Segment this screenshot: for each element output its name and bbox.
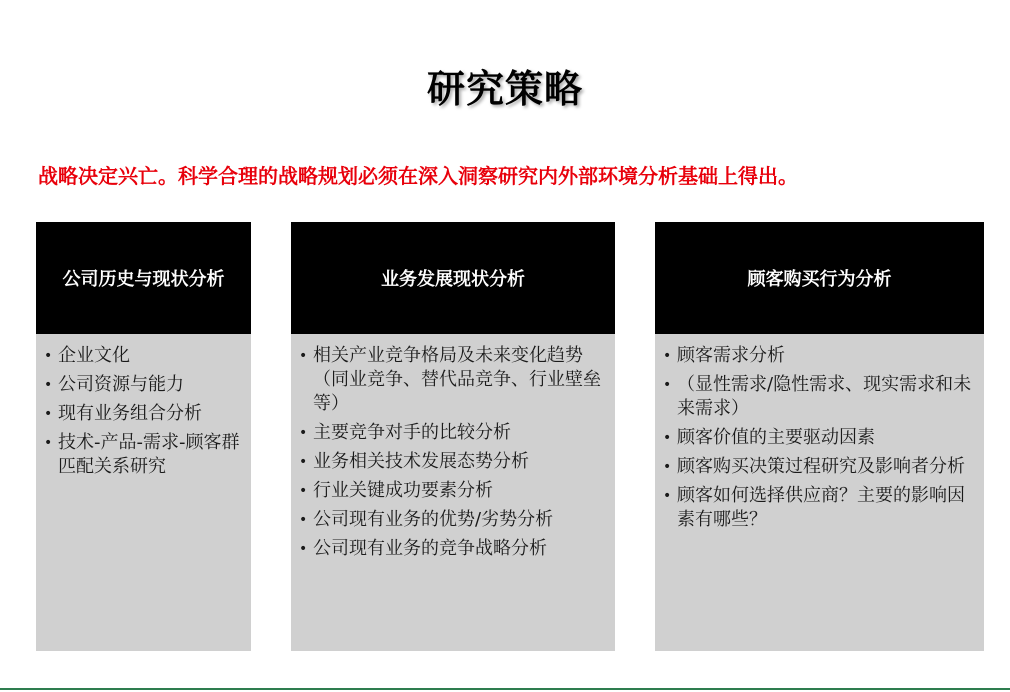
column-header: 公司历史与现状分析: [36, 222, 251, 334]
list-item: • （显性需求/隐性需求、现实需求和未来需求）: [663, 374, 972, 419]
list-item: • 技术-产品-需求-顾客群匹配关系研究: [44, 432, 240, 477]
page-title: 研究策略: [426, 67, 583, 111]
bullet-icon: •: [299, 348, 308, 364]
column-list: [291, 334, 615, 561]
bullet-icon: •: [663, 459, 672, 475]
column-header: 顾客购买行为分析: [655, 222, 984, 334]
list-item: • 行业关键成功要素分析: [299, 480, 493, 501]
bullet-icon: •: [299, 425, 308, 441]
list-item: • 公司资源与能力: [44, 374, 184, 395]
bullet-icon: •: [44, 406, 53, 422]
bullet-icon: •: [299, 541, 308, 557]
bullet-icon: •: [663, 348, 672, 364]
list-item: • 公司现有业务的优势/劣势分析: [299, 509, 554, 530]
list-item: • 顾客如何选择供应商？主要的影响因素有哪些？: [663, 485, 965, 530]
column-list: [36, 334, 251, 479]
list-item: • 顾客购买决策过程研究及影响者分析: [663, 456, 965, 477]
bullet-icon: •: [44, 435, 53, 451]
bullet-icon: •: [663, 377, 672, 393]
column-list: [655, 334, 984, 532]
list-item: • 相关产业竞争格局及未来变化趋势（同业竞争、替代品竞争、行业壁垒等）: [299, 345, 601, 414]
list-item: • 现有业务组合分析: [44, 403, 202, 424]
list-item: • 业务相关技术发展态势分析: [299, 451, 529, 472]
list-item: • 企业文化: [44, 345, 130, 366]
bullet-icon: •: [299, 512, 308, 528]
bullet-icon: •: [299, 483, 308, 499]
bullet-icon: •: [663, 430, 672, 446]
bullet-icon: •: [44, 348, 53, 364]
list-item: • 顾客需求分析: [663, 345, 785, 366]
list-item: • 主要竞争对手的比较分析: [299, 422, 511, 443]
column-header: 业务发展现状分析: [291, 222, 615, 334]
bullet-icon: •: [44, 377, 53, 393]
column-business-status: [291, 222, 615, 651]
bullet-icon: •: [299, 454, 308, 470]
column-customer-behavior: [655, 222, 984, 651]
list-item: • 顾客价值的主要驱动因素: [663, 427, 875, 448]
bottom-divider: [0, 688, 1010, 690]
subtitle: 战略决定兴亡。科学合理的战略规划必须在深入洞察研究内外部环境分析基础上得出。: [38, 164, 798, 188]
column-company-history: [36, 222, 251, 651]
list-item: • 公司现有业务的竞争战略分析: [299, 538, 547, 559]
bullet-icon: •: [663, 488, 672, 504]
